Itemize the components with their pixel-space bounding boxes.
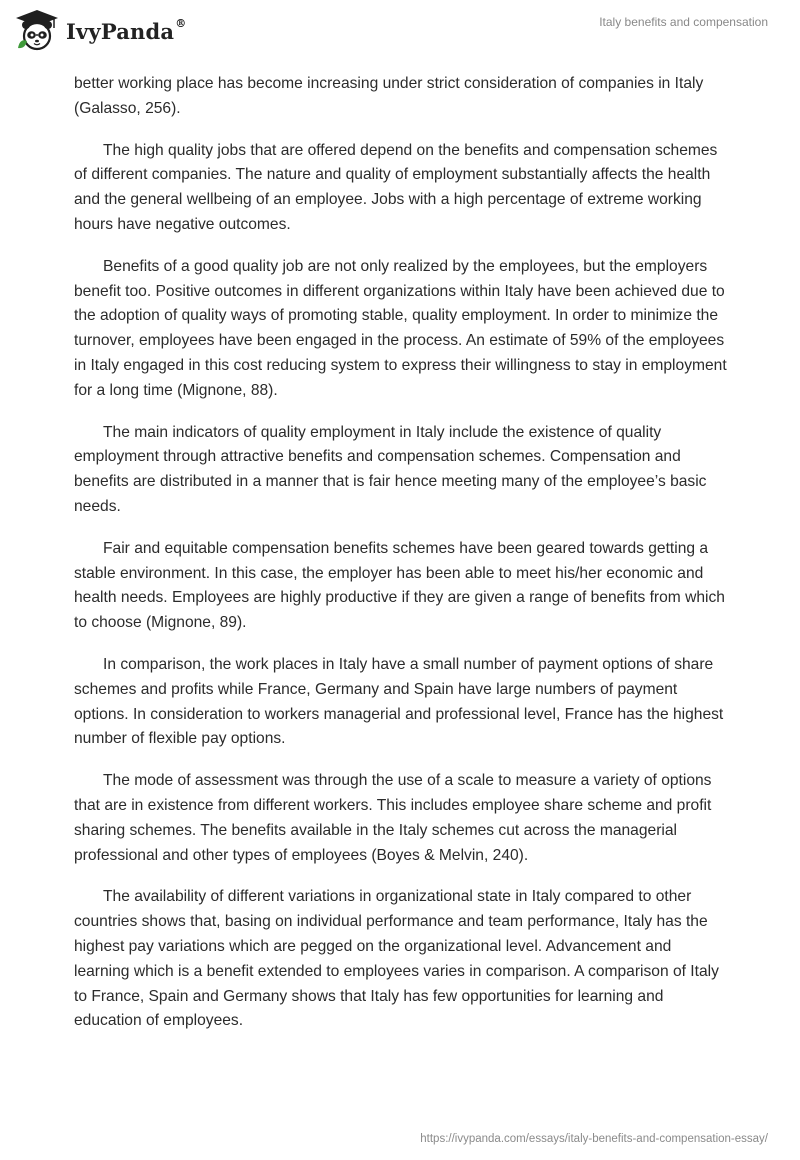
paragraph: The main indicators of quality employment in Italy include the existence of quality employment through attractive benefits and compensation schemes. Compensation and benefits are distributed in a manner that is fair hence meeting many of the employee’s basic needs.	[74, 423, 707, 515]
brand-logo[interactable]	[14, 8, 186, 52]
essay-body	[74, 72, 729, 1051]
paragraph: Benefits of a good quality job are not only realized by the employees, but the employers benefit too. Positive outcomes in different organizations within Italy have been achieved due to the adoption of quality ways of promoting stable, quality employment. In order to minimize the turnover, employees have been engaged in the process. An estimate of 59% of the employees in Italy engaged in this cost reducing system to express their willingness to stay in employment for a long time (Mignone, 88).	[74, 257, 727, 399]
paragraph: The mode of assessment was through the use of a scale to measure a variety of options that are in existence from different workers. This includes employee share scheme and profit sharing schemes. The benefits available in the Italy schemes cut across the managerial professional and other types of employees (Boyes & Melvin, 240).	[74, 772, 712, 864]
brand-name: IvyPanda®	[66, 16, 187, 44]
paragraph: The high quality jobs that are offered depend on the benefits and compensation schemes of different companies. The nature and quality of employment substantially affects the health and the general wellbeing of an employee. Jobs with a high percentage of extreme working hours have negative outcomes.	[74, 141, 718, 233]
paragraph: Fair and equitable compensation benefits schemes have been geared towards getting a stable environment. In this case, the employer has been able to meet his/her economic and health needs. Employees are highly productive if they are given a range of benefits from which to choose (Mignone, 89).	[74, 539, 725, 632]
paragraph: better working place has become increasing under strict consideration of companies in Italy (Galasso, 256).	[74, 75, 704, 117]
page-header	[0, 0, 800, 62]
document-title: Italy benefits and compensation	[599, 15, 768, 29]
paragraph: In comparison, the work places in Italy have a small number of payment options of share schemes and profits while France, Germany and Spain have large numbers of payment options. In consideration to workers managerial and professional level, France has the highest number of flexible pay options.	[74, 655, 724, 748]
panda-graduation-cap-icon	[14, 8, 60, 52]
registered-mark: ®	[175, 16, 187, 30]
source-url-link[interactable]: https://ivypanda.com/essays/italy-benefits-and-compensation-essay/	[420, 1133, 768, 1145]
paragraph: The availability of different variations in organizational state in Italy compared to other countries shows that, basing on individual performance and team performance, Italy has the highest pay variations which are pegged on the organizational level. Advancement and learning which is a benefit extended to employees varies in comparison. A comparison of Italy to France, Spain and Germany shows that Italy has few opportunities for learning and education of employees.	[74, 888, 719, 1030]
